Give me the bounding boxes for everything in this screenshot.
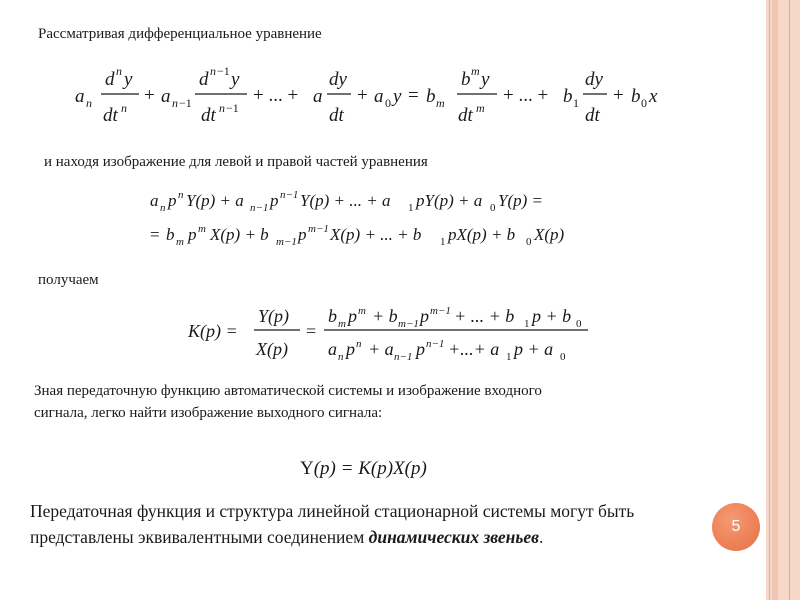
svg-text:1: 1 [573, 96, 579, 110]
explanation-line-1: Зная передаточную функцию автоматической системы и изображение входного [34, 383, 542, 399]
svg-text:X(p) + ... + b: X(p) + ... + b [330, 225, 422, 244]
svg-text:y: y [231, 69, 240, 90]
result-intro-text: получаем [38, 272, 99, 288]
svg-text:n: n [210, 64, 216, 78]
laplace-intro-text: и находя изображение для левой и правой частей уравнения [44, 154, 428, 170]
svg-text:p: p [420, 306, 429, 326]
svg-text:=: = [408, 85, 419, 106]
svg-text:p: p [168, 191, 177, 210]
svg-text:y: y [124, 69, 133, 90]
intro-text: Рассматривая дифференциальное уравнение [38, 26, 322, 42]
svg-text:0: 0 [526, 236, 532, 248]
svg-text:m: m [476, 101, 485, 115]
svg-text:b: b [631, 86, 641, 107]
svg-text:n: n [160, 202, 166, 214]
svg-text:a: a [374, 86, 384, 107]
svg-text:d: d [199, 69, 209, 90]
svg-text:p + a: p + a [514, 339, 554, 359]
svg-text:dy: dy [329, 69, 347, 90]
svg-text:a: a [75, 86, 85, 107]
svg-text:m−1: m−1 [398, 318, 419, 330]
svg-text:x: x [649, 86, 658, 107]
svg-text:+...+ a: +...+ a [448, 339, 500, 359]
svg-text:0: 0 [576, 318, 582, 330]
svg-text:y: y [481, 69, 490, 90]
svg-text:1: 1 [524, 318, 530, 330]
svg-text:=: = [150, 225, 160, 244]
border-line [772, 0, 778, 600]
svg-text:m−1: m−1 [276, 236, 297, 248]
svg-text:Y(p) + a: Y(p) + a [186, 191, 244, 210]
conclusion-end: . [538, 527, 544, 547]
svg-text:m: m [338, 318, 346, 330]
svg-text:X(p): X(p) [256, 339, 288, 359]
svg-text:n−1: n−1 [426, 338, 445, 350]
svg-text:p: p [416, 339, 425, 359]
svg-text:+ ... +: + ... + [253, 85, 299, 106]
svg-text:b: b [166, 225, 175, 244]
svg-text:dy: dy [585, 69, 603, 90]
svg-text:a: a [150, 191, 159, 210]
svg-text:K(p) =: K(p) = [188, 321, 238, 341]
differential-equation [75, 58, 675, 137]
svg-text:dt: dt [458, 105, 473, 126]
svg-text:m: m [198, 223, 206, 235]
svg-text:n−1: n−1 [280, 189, 299, 201]
svg-text:n: n [86, 96, 92, 110]
svg-text:+ ... + b: + ... + b [454, 306, 515, 326]
svg-text:b: b [461, 69, 471, 90]
svg-text:p: p [188, 225, 197, 244]
svg-text:0: 0 [560, 351, 566, 363]
svg-text:p: p [270, 191, 279, 210]
svg-text:+: + [357, 85, 368, 106]
conclusion-emphasis: динамических звеньев [368, 527, 539, 547]
svg-text:p: p [298, 225, 307, 244]
svg-text:y: y [393, 86, 402, 107]
svg-text:0: 0 [385, 96, 391, 110]
svg-text:+: + [613, 85, 624, 106]
svg-text:m: m [176, 236, 184, 248]
explanation-line-2: сигнала, легко найти изображение выходного сигнала: [34, 405, 383, 421]
svg-text:b: b [328, 306, 337, 326]
svg-text:+: + [144, 85, 155, 106]
svg-text:dt: dt [329, 105, 344, 126]
svg-text:dt: dt [585, 105, 600, 126]
svg-text:Y(p): Y(p) [258, 306, 289, 326]
svg-text:dt: dt [201, 105, 216, 126]
svg-text:n−1: n−1 [250, 202, 269, 214]
svg-text:0: 0 [490, 202, 496, 214]
transfer-function-equation [188, 300, 608, 369]
svg-text:n: n [338, 351, 344, 363]
svg-text:+ ... +: + ... + [503, 85, 549, 106]
border-line [789, 0, 790, 600]
svg-text:1: 1 [408, 202, 414, 214]
svg-text:m−1: m−1 [430, 305, 451, 317]
output-equation [300, 452, 500, 487]
svg-text:pX(p) + b: pX(p) + b [448, 225, 516, 244]
svg-text:a: a [313, 86, 323, 107]
svg-text:p: p [348, 306, 357, 326]
svg-text:−1: −1 [179, 96, 192, 110]
svg-text:Y(p) =: Y(p) = [498, 191, 543, 210]
svg-text:dt: dt [103, 105, 118, 126]
conclusion-text [30, 498, 730, 550]
svg-text:+ a: + a [368, 339, 394, 359]
svg-text:n−1: n−1 [394, 351, 413, 363]
svg-text:1: 1 [506, 351, 512, 363]
svg-text:p + b: p + b [532, 306, 572, 326]
laplace-equation [150, 180, 620, 255]
svg-text:d: d [105, 69, 115, 90]
svg-text:0: 0 [641, 96, 647, 110]
svg-text:n: n [219, 101, 225, 115]
svg-text:n: n [178, 189, 184, 201]
svg-text:−1: −1 [226, 101, 239, 115]
svg-text:b: b [563, 86, 573, 107]
page-number-badge: 5 [712, 503, 760, 551]
svg-text:+ b: + b [372, 306, 398, 326]
svg-text:m: m [436, 96, 445, 110]
conclusion-plain: Передаточная функция и структура линейной стационарной системы могут быть представлены эквивалентными соединением [30, 501, 635, 547]
svg-text:n: n [121, 101, 127, 115]
svg-text:Y(p) = K(p)X(p): Y(p) = K(p)X(p) [300, 458, 427, 479]
svg-text:a: a [328, 339, 337, 359]
svg-text:−1: −1 [217, 64, 230, 78]
svg-text:p: p [346, 339, 355, 359]
svg-text:X(p): X(p) [534, 225, 565, 244]
svg-text:X(p) + b: X(p) + b [210, 225, 269, 244]
border-line [769, 0, 770, 600]
svg-text:n: n [356, 338, 362, 350]
svg-text:Y(p) + ... + a: Y(p) + ... + a [300, 191, 391, 210]
svg-text:n: n [116, 64, 122, 78]
svg-text:m: m [471, 64, 480, 78]
svg-text:=: = [306, 321, 317, 341]
svg-text:1: 1 [440, 236, 446, 248]
svg-text:m: m [358, 305, 366, 317]
svg-text:pY(p) + a: pY(p) + a [416, 191, 483, 210]
svg-text:a: a [161, 86, 171, 107]
svg-text:m−1: m−1 [308, 223, 329, 235]
svg-text:n: n [172, 96, 178, 110]
svg-text:b: b [426, 86, 436, 107]
